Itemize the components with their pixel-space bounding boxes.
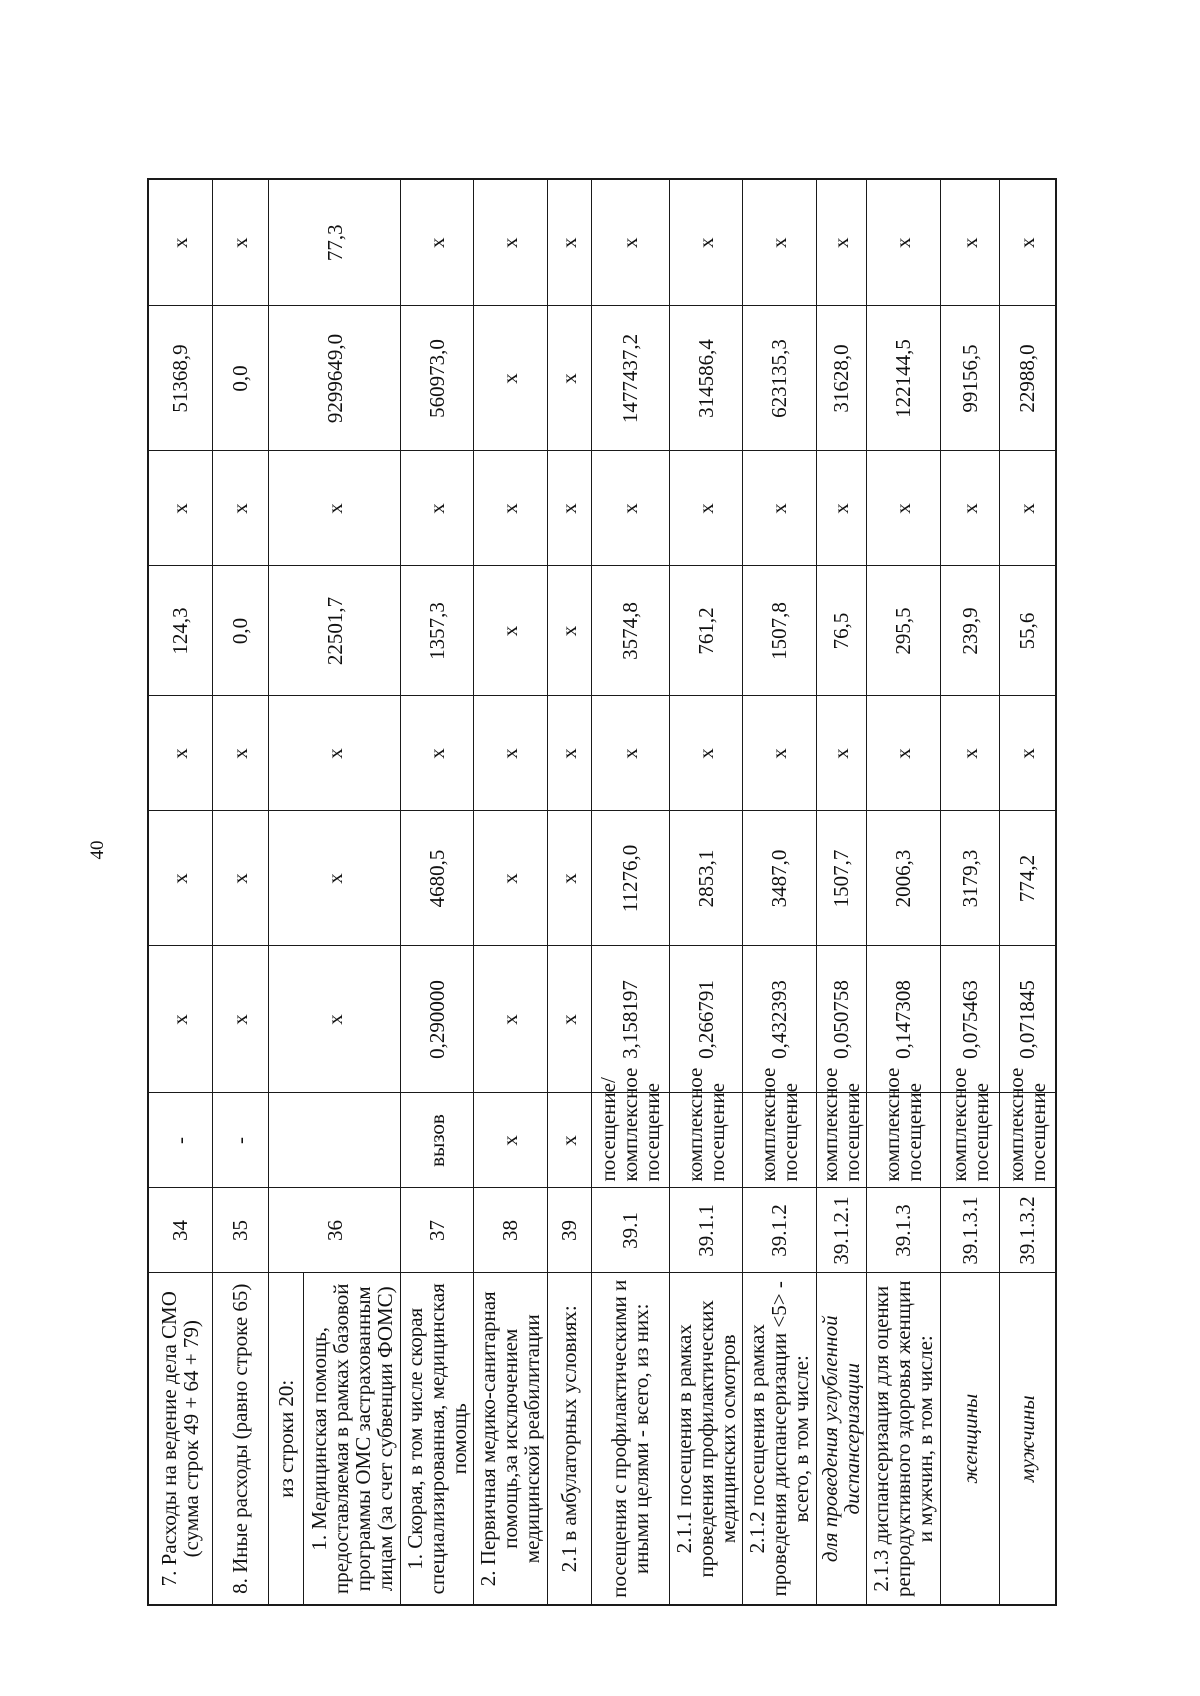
row-name: 1. Скорая, в том числе скорая специализированная, медицинская помощь: [400, 1273, 473, 1605]
row-c4: х: [269, 946, 400, 1093]
table-row: [592, 179, 669, 1605]
row-c7: х: [547, 566, 591, 696]
row-c6: х: [400, 696, 473, 811]
row-c10: х: [867, 179, 940, 306]
row-c9: х: [547, 306, 591, 451]
row-c5: 4680,5: [400, 811, 473, 946]
row-c6: х: [867, 696, 940, 811]
row-c4: 0,266791: [669, 946, 742, 1093]
row-c8: х: [400, 451, 473, 566]
row-c9: 9299649,0: [269, 306, 400, 451]
row-c6: х: [269, 696, 400, 811]
table-row: [547, 179, 591, 1605]
row-c9: 51368,9: [148, 306, 212, 451]
row-c4: х: [148, 946, 212, 1093]
row-c9: 0,0: [212, 306, 269, 451]
row-c6: х: [212, 696, 269, 811]
row-c6: х: [474, 696, 547, 811]
row-c8: х: [148, 451, 212, 566]
row-code: 39.1.3.2: [999, 1188, 1056, 1273]
table-row: [816, 179, 867, 1605]
row-c5: х: [269, 811, 400, 946]
row-c7: 0,0: [212, 566, 269, 696]
table-row: [148, 179, 212, 1605]
row-c4: 0,050758: [816, 946, 867, 1093]
row-c6: х: [148, 696, 212, 811]
row-c7: 1357,3: [400, 566, 473, 696]
table-row: [940, 179, 999, 1605]
row-c7: 239,9: [940, 566, 999, 696]
row-c5: 1507,7: [816, 811, 867, 946]
from-row-label: из строки 20:: [269, 1273, 304, 1605]
row-code: 38: [474, 1188, 547, 1273]
row-c4: х: [474, 946, 547, 1093]
row-unit: -: [148, 1093, 212, 1188]
row-name: мужчины: [999, 1273, 1056, 1605]
row-c10: х: [669, 179, 742, 306]
row-name: 1. Медицинская помощь, предоставляемая в рамках базовой программы ОМС застрахованным лицам (за счет субвенции ФОМС): [304, 1273, 400, 1605]
table-row: [867, 179, 940, 1605]
row-c8: х: [867, 451, 940, 566]
row-unit: х: [547, 1093, 591, 1188]
row-c8: х: [474, 451, 547, 566]
row-code: 39.1.3: [867, 1188, 940, 1273]
table-row: [999, 179, 1056, 1605]
row-c4: 3,158197: [592, 946, 669, 1093]
row-c4: 0,147308: [867, 946, 940, 1093]
row-c5: 3179,3: [940, 811, 999, 946]
row-c8: х: [999, 451, 1056, 566]
row-c4: х: [212, 946, 269, 1093]
row-name: 2.1.3 диспансеризация для оценки репродуктивного здоровья женщин и мужчин, в том числе:: [867, 1273, 940, 1605]
row-c9: 99156,5: [940, 306, 999, 451]
table-body: [148, 179, 1056, 1605]
row-c5: 2853,1: [669, 811, 742, 946]
row-c4: 0,075463: [940, 946, 999, 1093]
row-unit: комплексное посещение: [940, 1093, 999, 1188]
row-unit: комплексное посещение: [743, 1093, 816, 1188]
row-c7: 3574,8: [592, 566, 669, 696]
row-c5: 2006,3: [867, 811, 940, 946]
row-c7: х: [474, 566, 547, 696]
row-c8: х: [212, 451, 269, 566]
row-code: 39.1.1: [669, 1188, 742, 1273]
row-code: 36: [269, 1188, 400, 1273]
row-c9: х: [474, 306, 547, 451]
row-c10: х: [212, 179, 269, 306]
row-c5: х: [547, 811, 591, 946]
row-c9: 314586,4: [669, 306, 742, 451]
row-name: 2.1.1 посещения в рамках проведения профилактических медицинских осмотров: [669, 1273, 742, 1605]
table-row: [474, 179, 547, 1605]
row-name: 2. Первичная медико-санитарная помощь,за исключением медицинской реабилитации: [474, 1273, 547, 1605]
row-c10: х: [940, 179, 999, 306]
row-c10: х: [743, 179, 816, 306]
row-c7: 76,5: [816, 566, 867, 696]
row-c6: х: [592, 696, 669, 811]
table-row-from-line-label: [269, 179, 304, 1605]
row-code: 39: [547, 1188, 591, 1273]
row-unit: вызов: [400, 1093, 473, 1188]
row-code: 35: [212, 1188, 269, 1273]
row-c8: х: [940, 451, 999, 566]
row-c10: х: [999, 179, 1056, 306]
row-c8: х: [547, 451, 591, 566]
row-c7: 1507,8: [743, 566, 816, 696]
row-code: 39.1.3.1: [940, 1188, 999, 1273]
row-c5: х: [474, 811, 547, 946]
row-c7: 295,5: [867, 566, 940, 696]
table-row: [743, 179, 816, 1605]
row-c9: 623135,3: [743, 306, 816, 451]
row-c10: х: [148, 179, 212, 306]
row-c8: х: [269, 451, 400, 566]
row-c4: х: [547, 946, 591, 1093]
rotated-table-container: [147, 180, 1057, 1606]
row-c8: х: [669, 451, 742, 566]
row-c5: х: [148, 811, 212, 946]
row-c8: х: [816, 451, 867, 566]
row-c6: х: [816, 696, 867, 811]
row-c7: 55,6: [999, 566, 1056, 696]
row-c7: 124,3: [148, 566, 212, 696]
row-c5: 11276,0: [592, 811, 669, 946]
row-c6: х: [940, 696, 999, 811]
row-unit: посещение/ комплексное посещение: [592, 1093, 669, 1188]
row-c8: х: [743, 451, 816, 566]
row-code: 34: [148, 1188, 212, 1273]
row-c6: х: [999, 696, 1056, 811]
row-c10: х: [592, 179, 669, 306]
row-c9: 1477437,2: [592, 306, 669, 451]
row-unit: комплексное посещение: [867, 1093, 940, 1188]
row-c9: 31628,0: [816, 306, 867, 451]
row-unit: комплексное посещение: [816, 1093, 867, 1188]
row-name: 2.1.2 посещения в рамках проведения диспансеризации <5> - всего, в том числе:: [743, 1273, 816, 1605]
table-row: [400, 179, 473, 1605]
row-unit: -: [212, 1093, 269, 1188]
row-name: для проведения углубленной диспансеризации: [816, 1273, 867, 1605]
table-row: [212, 179, 269, 1605]
row-name: 7. Расходы на ведение дела СМО (сумма строк 49 + 64 + 79): [148, 1273, 212, 1605]
row-c6: х: [669, 696, 742, 811]
row-c4: 0,071845: [999, 946, 1056, 1093]
row-c10: х: [816, 179, 867, 306]
row-unit: комплексное посещение: [999, 1093, 1056, 1188]
row-c5: 3487,0: [743, 811, 816, 946]
row-code: 39.1: [592, 1188, 669, 1273]
row-code: 37: [400, 1188, 473, 1273]
row-unit: х: [474, 1093, 547, 1188]
row-name: 2.1 в амбулаторных условиях:: [547, 1273, 591, 1605]
row-name: 8. Иные расходы (равно строке 65): [212, 1273, 269, 1605]
financial-table: [147, 178, 1057, 1606]
row-unit: комплексное посещение: [669, 1093, 742, 1188]
row-c9: 22988,0: [999, 306, 1056, 451]
page-number: 40: [87, 840, 108, 860]
row-c8: х: [592, 451, 669, 566]
row-c4: 0,290000: [400, 946, 473, 1093]
row-c10: х: [474, 179, 547, 306]
row-name: женщины: [940, 1273, 999, 1605]
row-unit: [269, 1093, 400, 1188]
row-c5: 774,2: [999, 811, 1056, 946]
row-code: 39.1.2: [743, 1188, 816, 1273]
row-c5: х: [212, 811, 269, 946]
table-row: [669, 179, 742, 1605]
row-c6: х: [547, 696, 591, 811]
row-c10: 77,3: [269, 179, 400, 306]
row-code: 39.1.2.1: [816, 1188, 867, 1273]
row-c9: 122144,5: [867, 306, 940, 451]
row-name: посещения с профилактическими и иными целями - всего, из них:: [592, 1273, 669, 1605]
row-c9: 560973,0: [400, 306, 473, 451]
row-c4: 0,432393: [743, 946, 816, 1093]
row-c10: х: [400, 179, 473, 306]
row-c7: 761,2: [669, 566, 742, 696]
row-c6: х: [743, 696, 816, 811]
row-c10: х: [547, 179, 591, 306]
row-c7: 22501,7: [269, 566, 400, 696]
